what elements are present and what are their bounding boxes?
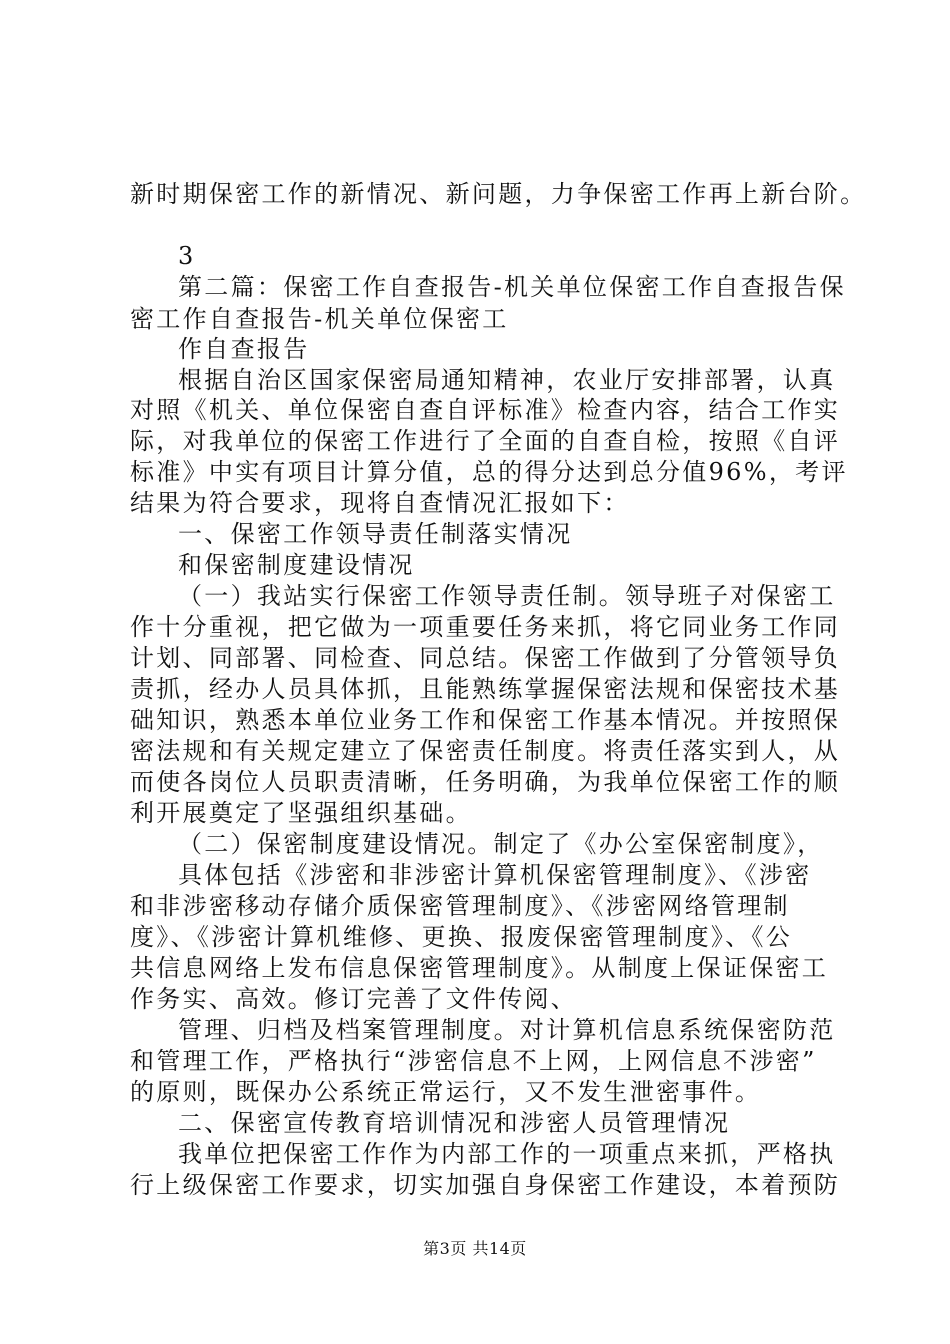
body-line: 结果为符合要求，现将自查情况汇报如下：	[130, 489, 630, 517]
body-line: 利开展奠定了坚强组织基础。	[130, 799, 472, 827]
body-line: 作务实、高效。修订完善了文件传阅、	[130, 985, 578, 1013]
body-line: 而使各岗位人员职责清晰，任务明确，为我单位保密工作的顺	[130, 768, 841, 796]
section-heading: 一、保密工作领导责任制落实情况	[178, 520, 573, 548]
body-line: 具体包括《涉密和非涉密计算机保密管理制度》、《涉密	[178, 861, 812, 889]
body-line: 作十分重视，把它做为一项重要任务来抓，将它同业务工作同	[130, 613, 841, 641]
body-line: 根据自治区国家保密局通知精神，农业厅安排部署，认真	[178, 366, 836, 394]
body-line: 管理、归档及档案管理制度。对计算机信息系统保密防范	[178, 1016, 836, 1044]
document-title-line-3: 作自查报告	[178, 335, 310, 363]
body-line: 对照《机关、单位保密自查自评标准》检查内容，结合工作实	[130, 396, 841, 424]
body-line: 的原则，既保办公系统正常运行，又不发生泄密事件。	[130, 1078, 762, 1106]
body-line: （一）我站实行保密工作领导责任制。领导班子对保密工	[178, 582, 836, 610]
body-line: 密法规和有关规定建立了保密责任制度。将责任落实到人，从	[130, 737, 841, 765]
body-line: 我单位把保密工作作为内部工作的一项重点来抓，严格执	[178, 1140, 836, 1168]
body-line: 行上级保密工作要求，切实加强自身保密工作建设，本着预防	[130, 1171, 841, 1199]
top-text-line: 新时期保密工作的新情况、新问题，力争保密工作再上新台阶。	[130, 180, 867, 208]
document-title-line-1: 第二篇：保密工作自查报告-机关单位保密工作自查报告保	[178, 273, 846, 301]
body-line: 础知识，熟悉本单位业务工作和保密工作基本情况。并按照保	[130, 706, 841, 734]
body-line: 共信息网络上发布信息保密管理制度》。从制度上保证保密工	[130, 954, 829, 982]
body-line: 标准》中实有项目计算分值，总的得分达到总分值96%，考评	[130, 458, 848, 486]
body-line: 际，对我单位的保密工作进行了全面的自查自检，按照《自评	[130, 427, 841, 455]
body-line: 和非涉密移动存储介质保密管理制度》、《涉密网络管理制	[130, 892, 790, 920]
section-number: 3	[178, 242, 196, 270]
body-line: 度》、《涉密计算机维修、更换、报废保密管理制度》、《公	[130, 923, 793, 951]
body-line: 计划、同部署、同检查、同总结。保密工作做到了分管领导负	[130, 644, 841, 672]
body-line: 和管理工作，严格执行“涉密信息不上网，上网信息不涉密”	[130, 1047, 817, 1075]
document-title-line-2: 密工作自查报告-机关单位保密工	[130, 305, 509, 333]
section-heading: 二、保密宣传教育培训情况和涉密人员管理情况	[178, 1109, 731, 1137]
section-heading-continuation: 和保密制度建设情况	[178, 551, 415, 579]
body-line: （二）保密制度建设情况。制定了《办公室保密制度》，	[178, 830, 824, 858]
body-line: 责抓，经办人员具体抓，且能熟练掌握保密法规和保密技术基	[130, 675, 841, 703]
page-footer: 第3页 共14页	[423, 1239, 527, 1258]
